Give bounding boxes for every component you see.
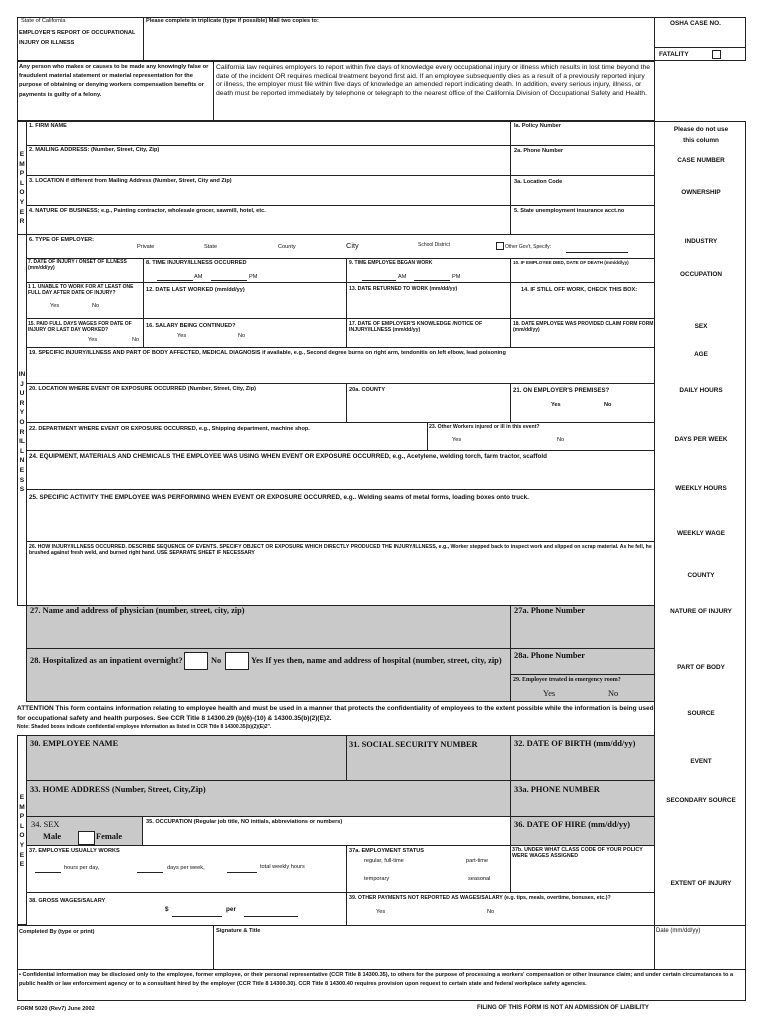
f15-label: 15. PAID FULL DAYS WAGES FOR DATE OF INJURY OR LAST DAY WORKED? (28, 321, 132, 333)
f34-male[interactable]: Male (43, 832, 62, 841)
f25-label: 25. SPECIFIC ACTIVITY THE EMPLOYEE WAS PERFORMING WHEN EVENT OR EXPOSURE OCCURRED, e.g.. Welding seams of metal forms, loading boxes onto truck. (29, 494, 529, 501)
f28-label: 28. Hospitalized as an inpatient overnight? (30, 656, 183, 665)
f37-hours-per-day: hours per day, (64, 865, 100, 871)
rc-event: EVENT (690, 758, 712, 765)
f6-school-district[interactable]: School District (418, 242, 450, 248)
f21-yes[interactable]: Yes (551, 402, 561, 408)
f37a-parttime[interactable]: part-time (466, 858, 489, 864)
f39-label: 39. OTHER PAYMENTS NOT REPORTED AS WAGES/SALARY (e.g. tips, meals, overtime, bonuses, etc.)? (349, 895, 611, 901)
f21-label: 21. ON EMPLOYER'S PREMISES? (513, 388, 610, 394)
f37a-label: 37a. EMPLOYMENT STATUS (349, 848, 425, 854)
f33a-label: 33a. PHONE NUMBER (514, 785, 600, 794)
f37-total-line[interactable] (227, 872, 257, 873)
f11-label: 1 1. UNABLE TO WORK FOR AT LEAST ONE FULL DAY AFTER DATE OF INJURY? (28, 284, 134, 296)
rc-occupation: OCCUPATION (679, 271, 722, 278)
f6-other-checkbox[interactable] (496, 242, 504, 250)
f9-am[interactable]: AM (398, 274, 407, 280)
rc-weekly-wage: WEEKLY WAGE (677, 530, 725, 537)
f28-yes-checkbox[interactable] (225, 652, 249, 670)
osha-case-label: OSHA CASE NO. (670, 20, 721, 27)
f2a-label: 2a. Phone Number (514, 148, 564, 154)
f26-label: 26. HOW INJURY/ILLNESS OCCURRED. DESCRIBE SEQUENCE OF EVENTS. SPECIFY OBJECT OR EXPOSURE WHICH DIRECTLY PRODUCED THE INJURY/ILLNESS, e.g., Worker stepped back to inspect work and slipped on scrap material. As he fell, he brushed against fresh weld, and burned right hand. USE SEPARATE SHEET IF NECESSARY (29, 544, 652, 556)
f10-label: 10. IF EMPLOYEE DIED, DATE OF DEATH (mm/dd/yy) (513, 260, 629, 265)
f14-label: 14. IF STILL OFF WORK, CHECK THIS BOX: (521, 287, 638, 293)
f36-label: 36. DATE OF HIRE (mm/dd/yy) (514, 820, 631, 829)
f29-yes[interactable]: Yes (543, 689, 556, 698)
f12-label: 12. DATE LAST WORKED (mm/dd/yy) (146, 287, 245, 293)
f1a-label: Ia. Policy Number (514, 123, 561, 129)
f32-label: 32. DATE OF BIRTH (mm/dd/yy) (514, 739, 636, 748)
f6-label: 6. TYPE OF EMPLOYER: (29, 237, 94, 243)
f24-label: 24. EQUIPMENT, MATERIALS AND CHEMICALS THE EMPLOYEE WAS USING WHEN EVENT OR EXPOSURE OCCURRED, e.g., Acetylene, welding torch, farm tractor, scaffold (29, 453, 547, 460)
f39-yes[interactable]: Yes (376, 909, 386, 915)
liability-notice: FILING OF THIS FORM IS NOT AN ADMISSION OF LIABILITY (477, 1005, 649, 1011)
completion-date-label: Date (mm/dd/yy) (656, 928, 701, 934)
f28-yes-text: Yes If yes then, name and address of hospital (number, street, city, zip) (251, 656, 502, 665)
f6-county[interactable]: County (278, 244, 296, 250)
f39-no[interactable]: No (487, 909, 495, 915)
f23-no[interactable]: No (557, 437, 565, 443)
f1-label: 1. FIRM NAME (29, 123, 67, 129)
f5-label: 5. State unemployment insurance acct.no (514, 208, 625, 214)
f18-label: 18. DATE EMPLOYEE WAS PROVIDED CLAIM FORM FORM (mm/dd/yy) (513, 321, 654, 333)
f8-am-line[interactable] (157, 280, 193, 281)
form-number: FORM 5020 (Rev7) June 2002 (17, 1006, 95, 1012)
report-title: EMPLOYER'S REPORT OF OCCUPATIONAL INJURY OR ILLNESS (19, 30, 136, 46)
f4-label: 4. NATURE OF BUSINESS; e.g., Painting contractor, wholesale grocer, sawmill, hotel, etc. (29, 208, 266, 214)
f30-label: 30. EMPLOYEE NAME (30, 739, 119, 748)
f29-no[interactable]: No (608, 689, 619, 698)
rc-daily-hours: DAILY HOURS (679, 387, 723, 394)
f6-other-line[interactable] (566, 252, 628, 253)
f27a-label: 27a. Phone Number (514, 606, 585, 615)
f16-label: 16. SALARY BEING CONTINUED? (146, 323, 236, 329)
f34-female[interactable]: Female (96, 832, 123, 841)
f19-label: 19. SPECIFIC INJURY/ILLNESS AND PART OF BODY AFFECTED, MEDICAL DIAGNOSIS if available, e.g., Second degree burns on right arm, tendonitis on left elbow, lead poisoning (29, 350, 506, 356)
f9-label: 9. TIME EMPLOYEE BEGAN WORK (349, 260, 433, 266)
employee-vertical-label: EMPLOYEE (19, 794, 25, 869)
employer-vertical-label: EMPLOYER (19, 151, 25, 226)
f37b-label: 37b. UNDER WHAT CLASS CODE OF YOUR POLICY WERE WAGES ASSIGNED (512, 847, 643, 860)
rc-county: COUNTY (687, 572, 715, 579)
f23-yes[interactable]: Yes (452, 437, 462, 443)
signature-field[interactable] (213, 925, 655, 970)
f37a-temporary[interactable]: temporary (364, 876, 390, 882)
f20-label: 20. LOCATION WHERE EVENT OR EXPOSURE OCCURRED (Number, Street, City, Zip) (29, 386, 256, 392)
law-text: California law requires employers to report within five days of knowledge every occupational injury or illness which results in lost time beyond the date of the incident OR requires medical treatment beyond first aid. If an employee subsequently dies as a result of a previously reported injury or illness, the employer must file within five days of knowledge an amended report indicating death. In addition, every serious injury, illness, or death must be reported immediately by telephone or telegraph to the nearest office of the California Division of Occupational Safety and Health. (216, 64, 651, 97)
f22-label: 22. DEPARTMENT WHERE EVENT OR EXPOSURE OCCURRED, e.g., Shipping department, machine shop. (29, 426, 310, 432)
f9-am-line[interactable] (362, 280, 396, 281)
penalty-text: Any person who makes or causes to be made any knowingly false or fraudulent material statement or material representation for the purpose of obtaining or denying workers compensation benefits or payments is guilty of a felony. (19, 64, 209, 98)
f23-label: 23. Other Workers injured or ill in this event? (429, 424, 540, 430)
f28a-label: 28a. Phone Number (514, 651, 585, 660)
f37-total-weekly: total weekly hours (260, 864, 305, 870)
rc-secondary-source: SECONDARY SOURCE (666, 797, 736, 804)
f37a-regular[interactable]: regular, full-time (364, 858, 404, 864)
f6-other-gov: Other Gov't, Specify: (505, 244, 551, 250)
f29-label: 29. Employee treated in emergency room? (513, 677, 621, 683)
attention-note: Note: Shaded boxes indicate confidential employee information as listed in CCR Title 8 14300.35(b)(2)(E)2". (17, 724, 272, 730)
f35-label: 35. OCCUPATION (Regular job title, NO initials, abbreviations or numbers) (146, 819, 343, 825)
f11-yes[interactable]: Yes (50, 303, 60, 309)
f38-label: 38. GROSS WAGES/SALARY (29, 898, 106, 904)
f15-yes[interactable]: Yes (88, 337, 98, 343)
f31-label: 31. SOCIAL SECURITY NUMBER (349, 740, 478, 749)
f8-label: 8. TIME INJURY/ILLNESS OCCURRED (146, 260, 247, 266)
injury-vertical-label: INJURY OR ILLNESS (18, 371, 26, 494)
f7-label: 7. DATE OF INJURY / ONSET OF ILLNESS (mm/dd/yy) (28, 259, 127, 271)
f3a-label: 3a. Location Code (514, 179, 563, 185)
fatality-checkbox[interactable] (712, 50, 721, 59)
f15-no[interactable]: No (132, 337, 140, 343)
state-label: State of California (21, 18, 66, 24)
f6-type-of-employer (26, 234, 655, 259)
rc-source: SOURCE (687, 710, 715, 717)
rc-part-of-body: PART OF BODY (677, 664, 725, 671)
f13-label: 13. DATE RETURNED TO WORK (mm/dd/yy) (349, 286, 458, 292)
rc-weekly-hours: WEEKLY HOURS (675, 485, 727, 492)
attention-text: ATTENTION This form contains information relating to employee health and must be used in a manner that protects the confidentiality of employees to the extent possible while the information is being used for occupational safety and health purposes. See CCR Title 8 14300.29 (b)(6)-(10) & 14300.35(b)(2)(E)2. (17, 705, 654, 722)
rc-nature-of-injury: NATURE OF INJURY (670, 608, 732, 615)
f3-label: 3. LOCATION if different from Mailing Address (Number, Street, City and Zip) (29, 178, 232, 184)
rc-extent-of-injury: EXTENT OF INJURY (670, 880, 732, 887)
completed-by-label: Completed By (type or print) (19, 929, 95, 935)
f38-per-line[interactable] (244, 916, 298, 917)
f37-hours-line[interactable] (35, 872, 61, 873)
rc-age: AGE (694, 351, 708, 358)
f34-label: 34. SEX (31, 820, 60, 829)
fatality-label: FATALITY (659, 51, 689, 58)
f28-no-checkbox[interactable] (184, 652, 208, 670)
signature-label: Signature & Title (216, 928, 261, 934)
f38-dollar: $ (165, 906, 169, 913)
mail-instructions: Please complete in triplicate (type if possible) Mail two copies to: (146, 18, 319, 24)
rc-ownership: OWNERSHIP (681, 189, 721, 196)
rc-days-per-week: DAYS PER WEEK (674, 436, 728, 443)
f28-no: No (211, 656, 222, 665)
f6-private[interactable]: Private (137, 244, 155, 250)
rc-industry: INDUSTRY (684, 238, 718, 245)
f33-label: 33. HOME ADDRESS (Number, Street, City,Zip) (30, 785, 206, 794)
f21-no[interactable]: No (604, 402, 612, 408)
f9-pm-line[interactable] (414, 280, 450, 281)
f6-city[interactable]: City (346, 241, 359, 250)
f34-male-checkbox[interactable] (78, 831, 95, 845)
rc-case-number: CASE NUMBER (677, 157, 725, 164)
f8-am[interactable]: AM (194, 274, 203, 280)
f20a-label: 20a. COUNTY (349, 387, 386, 393)
f2-label: 2. MAILING ADDRESS: (Number, Street, City, Zip) (29, 147, 160, 153)
rc-sex: SEX (694, 323, 708, 330)
confidentiality-text: • Confidential information may be disclosed only to the employee, former employee, or their personal representative (CCR Title 8 14300.35), to others for the purpose of processing a workers' compensation or other insurance claim; and under certain circumstances to a public health or law enforcement agency or to a consultant hired by the employer (CCR Title 8 14300.30). CCR Title 8 14300.40 requires provision upon request to certain state and federal workplace safety agencies. (19, 972, 734, 987)
f38-amount-line[interactable] (172, 916, 222, 917)
f37-days-per-week: days per week, (167, 865, 205, 871)
f27-label: 27. Name and address of physician (number, street, city, zip) (30, 606, 245, 615)
f37a-seasonal[interactable]: seasonal (468, 876, 491, 882)
office-use-header: Please do not use this column (673, 126, 729, 144)
f16-no[interactable]: No (238, 333, 246, 339)
f8-pm-line[interactable] (211, 280, 247, 281)
f6-state[interactable]: State (204, 244, 218, 250)
f17-label: 17. DATE OF EMPLOYER'S KNOWLEDGE /NOTICE OF INJURY/ILLNESS (mm/dd/yy) (349, 321, 483, 333)
f37-label: 37. EMPLOYEE USUALLY WORKS (29, 848, 120, 854)
f9-pm[interactable]: PM (452, 274, 461, 280)
f38-per: per (226, 906, 236, 913)
f11-no[interactable]: No (92, 303, 100, 309)
f8-pm[interactable]: PM (249, 274, 258, 280)
f1-firm-name[interactable] (26, 121, 511, 146)
f16-yes[interactable]: Yes (177, 333, 187, 339)
f37-days-line[interactable] (137, 872, 163, 873)
